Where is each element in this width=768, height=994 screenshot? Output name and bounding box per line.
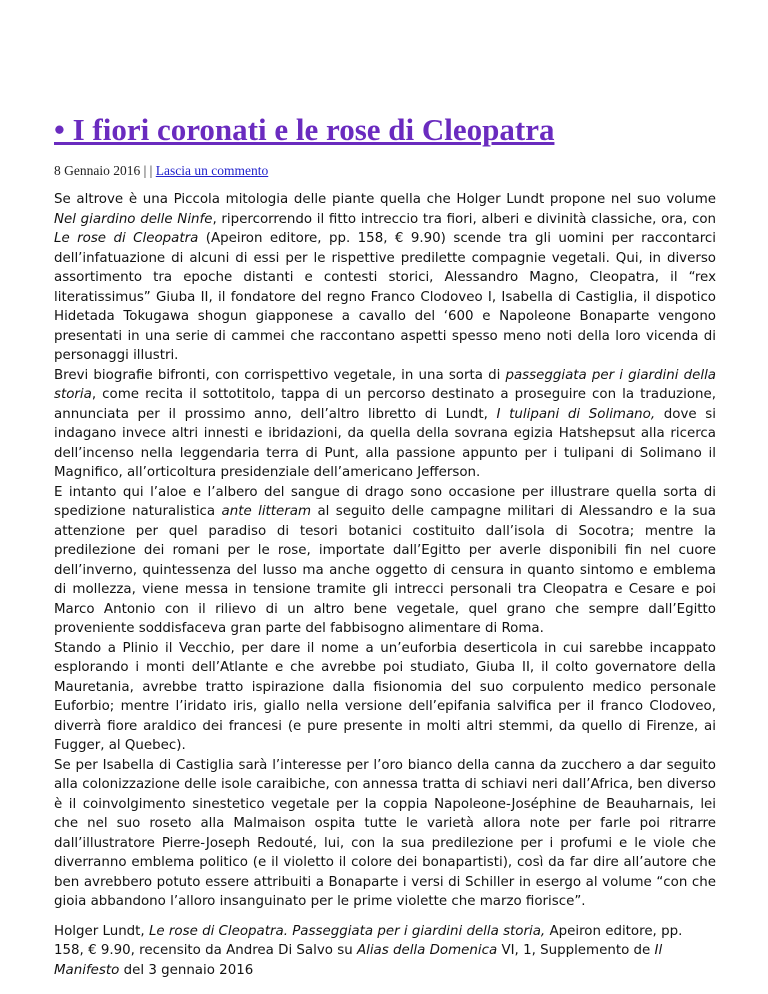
text-run: Brevi biografie bifronti, con corrispettivo vegetale, in una sorta di bbox=[54, 367, 506, 383]
text-run: (Apeiron editore, pp. 158, € 9.90) scende tra gli uomini per raccontarci dell’infatuazione di alcuni di essi per le rispettive predilette compagnie vegetali. Qui, in diverso assortimento tra epoche distanti e contesti storici, Alessandro Magno, Cleopatra, il “rex literatissimus” Giuba II, il fondatore del regno Franco Clodoveo I, Isabella di Castiglia, il dispotico Hidetada Tokugawa shogun giapponese a cavallo del ‘600 e Napoleone Bonaparte vengono presentati in una serie di cammei che raccontano aspetti spesso meno noti della loro vicenda di personaggi illustri. bbox=[54, 231, 716, 363]
italic-text: Nel giardino delle Ninfe bbox=[54, 211, 213, 227]
text-run: del 3 gennaio 2016 bbox=[119, 962, 254, 978]
body-paragraph bbox=[54, 190, 716, 366]
italic-text: Il Manifesto bbox=[54, 943, 663, 978]
text-run: al seguito delle campagne militari di Alessandro e la sua attenzione per quel paradiso di tesori botanici costituito dall’isola di Socotra; mentre la predilezione dei romani per le rose, importate dall’Egitto per averle disponibili fin nel cuore dell’inverno, quintessenza del lusso ma anche oggetto di censura in quanto sintomo e emblema di mollezza, viene messa in tensione tramite gli intrecci personali tra Cleopatra e Cesare e poi Marco Antonio con il rilievo di un altro bene vegetale, quel grano che sempre dall’Egitto proveniente soddisfaceva gran parte del fabbisogno alimentare di Roma. bbox=[54, 504, 716, 636]
body-paragraph bbox=[54, 366, 716, 483]
italic-text: Le rose di Cleopatra bbox=[54, 231, 199, 246]
italic-text: passeggiata per i giardini della storia bbox=[54, 367, 717, 402]
text-run: Apeiron editore, pp. 158, € 9.90, recensito da Andrea Di Salvo su bbox=[54, 923, 683, 958]
text-run: VI, 1, Supplemento de bbox=[497, 943, 655, 958]
text-run: , ripercorrendo il fitto intreccio tra fiori, alberi e divinità classiche, ora, con bbox=[212, 211, 717, 227]
body-paragraph bbox=[54, 483, 716, 639]
italic-text: Le rose di Cleopatra. Passeggiata per i giardini della storia, bbox=[148, 923, 546, 939]
post-date: 8 Gennaio 2016 bbox=[54, 163, 141, 178]
text-run: Se altrove è una Piccola mitologia delle piante quella che Holger Lundt propone nel suo volume bbox=[54, 192, 716, 207]
text-run: Holger Lundt, bbox=[54, 923, 149, 939]
italic-text: ante litteram bbox=[221, 504, 312, 519]
text-run: Se per Isabella di Castiglia sarà l’interesse per l’oro bianco della canna da zucchero a dar seguito alla colonizzazione delle isole caraibiche, con annessa tratta di schiavi neri dall’Africa, ben diverso è il coinvolgimento sinestetico vegetale per la coppia Napoleone-Joséphine de Beauharnais, lei che nel suo roseto alla Malmaison ospita tutte le varietà allora note per farle poi ritrarre dall’illustratore Pierre-Joseph Redouté, lui, con la sua predilezione per i profumi e le viole che diverranno emblema politico (e il violetto il colore dei bonapartisti), così da far dire all’autore che ben avrebbero potuto essere attribuiti a Bonaparte i versi di Schiller in esergo al volume “con che gioia abbandono l’alloro insanguinato per le prime violette che marzo fiorisce”. bbox=[54, 757, 716, 909]
meta-separator: | | bbox=[140, 163, 156, 178]
book-credit bbox=[54, 922, 716, 981]
italic-text: Alias della Domenica bbox=[356, 943, 498, 958]
post-meta bbox=[54, 163, 716, 179]
body-paragraph bbox=[54, 756, 716, 912]
text-run: E intanto qui l’aloe e l’albero del sangue di drago sono occasione per illustrare quella sorta di spedizione naturalistica bbox=[54, 484, 716, 519]
leave-comment-link[interactable]: Lascia un commento bbox=[155, 163, 269, 178]
article-body bbox=[54, 190, 716, 980]
text-run: dove si indagano invece altri innesti e ibridazioni, da quella della sovrana egizia Hatshepsut alla ricerca dell’incenso nella leggendaria terra di Punt, alla passione appunto per i tulipani di Solimano il Magnifico, all’orticoltura presidenziale dell’americano Jefferson. bbox=[54, 406, 716, 480]
italic-text: I tulipani di Solimano, bbox=[496, 406, 656, 422]
text-run: , come recita il sottotitolo, tappa di un percorso destinato a proseguire con la traduzione, annunciata per il prossimo anno, dell’altro libretto di Lundt, bbox=[54, 387, 716, 422]
article-title-link[interactable]: • I fiori coronati e le rose di Cleopatra bbox=[54, 112, 555, 147]
body-paragraph bbox=[54, 639, 716, 756]
text-run: Stando a Plinio il Vecchio, per dare il nome a un’euforbia deserticola in cui sarebbe incappato esplorando i monti dell’Atlante e che avrebbe poi studiato, Giuba II, il colto governatore della Mauretania, avrebbe tratto ispirazione dalla fisionomia del suo corpulento medico personale Euforbio; mentre l’iridato iris, giallo nella versione dell’epifania salvifica per il franco Clodoveo, diverrà fiore araldico dei francesi (e pure presente in molti altri stemmi, da quello di Firenze, ai Fugger, al Quebec). bbox=[54, 640, 716, 753]
